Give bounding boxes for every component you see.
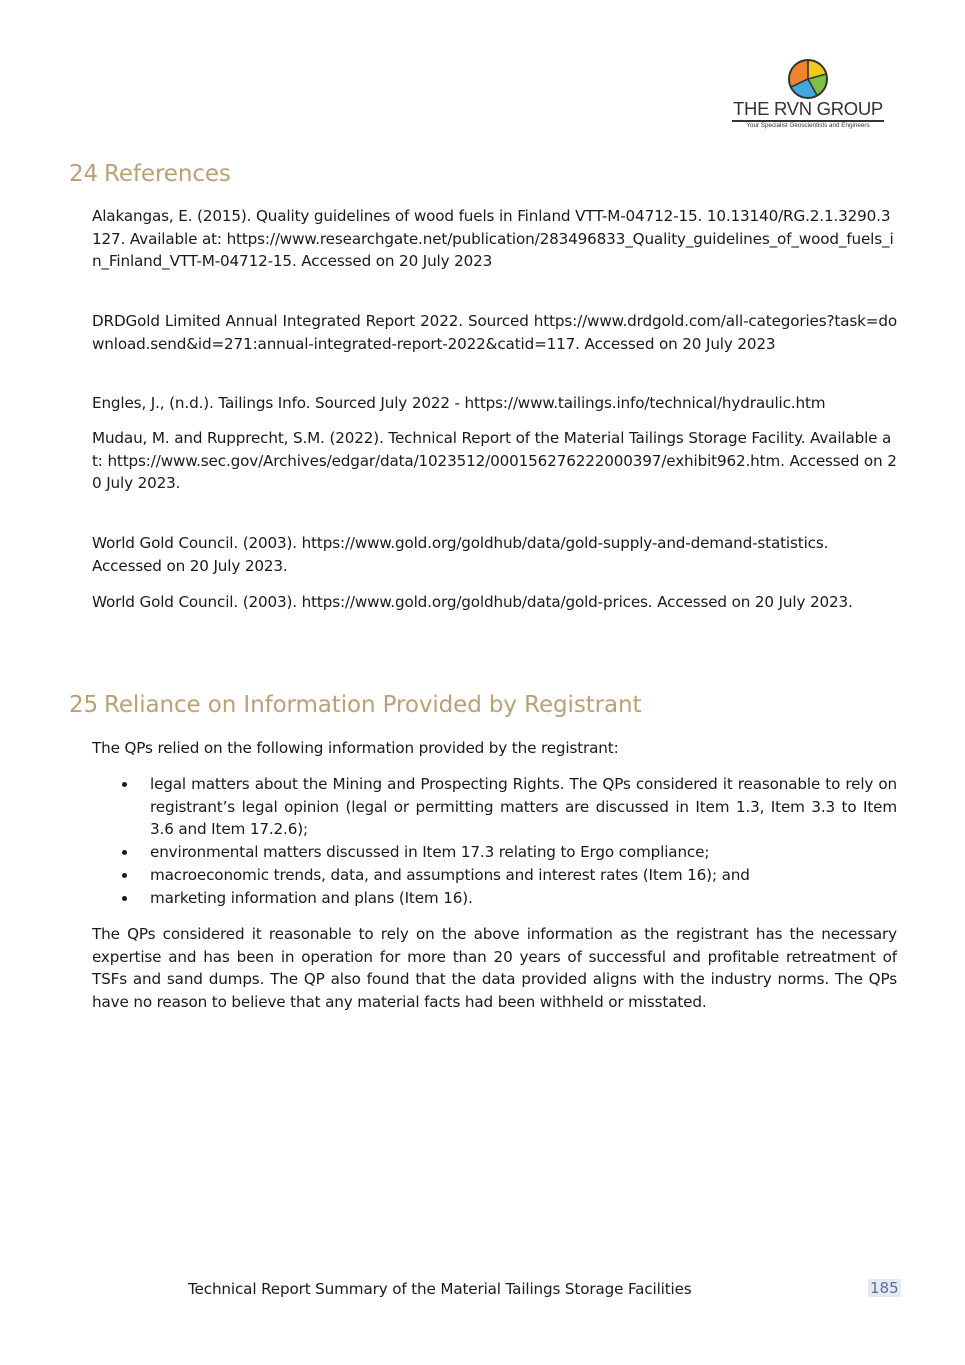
company-logo	[728, 58, 888, 136]
list-item	[92, 773, 897, 841]
reference-entry: World Gold Council. (2003). https://www.gold.org/goldhub/data/gold-prices. Accessed on 20 July 2023.	[92, 593, 853, 611]
intro-paragraph: The QPs relied on the following information provided by the registrant:	[92, 739, 619, 757]
list-item-text: macroeconomic trends, data, and assumptions and interest rates (Item 16); and	[150, 865, 750, 884]
bullet-icon	[122, 873, 127, 878]
bullet-icon	[122, 896, 127, 901]
bullet-icon	[122, 782, 127, 787]
section-title: Reliance on Information Provided by Registrant	[104, 692, 642, 718]
logo-mark-icon	[787, 58, 829, 100]
logo-wordmark: THE RVN GROUP	[733, 98, 883, 119]
section-title: References	[104, 161, 231, 187]
list-item-text: environmental matters discussed in Item 17.3 relating to Ergo compliance;	[150, 843, 710, 862]
logo-tagline: Your Specialist Geoscientists and Engineers	[746, 122, 870, 129]
reliance-bullet-list	[92, 773, 897, 909]
list-item-text: marketing information and plans (Item 16).	[150, 888, 473, 907]
list-item	[92, 841, 897, 864]
section-24-heading	[69, 161, 231, 187]
reference-entry: World Gold Council. (2003). https://www.gold.org/goldhub/data/gold-supply-and-demand-statistics. Accessed on 20 July 2023.	[92, 534, 829, 575]
section-number: 24	[69, 161, 99, 187]
reference-entry: Alakangas, E. (2015). Quality guidelines of wood fuels in Finland VTT-M-04712-15. 10.13140/RG.2.1.3290.3127. Available at: https://www.researchgate.net/publication/283496833_Quality_guidelines_of_wood_fuels_in_Finland_VTT-M-04712-15. Accessed on 20 July 2023	[92, 207, 894, 271]
list-item	[92, 864, 897, 887]
bullet-icon	[122, 850, 127, 855]
section-25-heading	[69, 692, 641, 718]
section-number: 25	[69, 692, 99, 718]
list-item	[92, 887, 897, 910]
reference-entry: Mudau, M. and Rupprecht, S.M. (2022). Technical Report of the Material Tailings Storage Facility. Available at: https://www.sec.gov/Archives/edgar/data/1023512/000156276222000397/exhibit962.htm. Accessed on 20 July 2023.	[92, 429, 897, 493]
list-item-text: legal matters about the Mining and Prospecting Rights. The QPs considered it reasonable to rely on registrant’s legal opinion (legal or permitting matters are discussed in Item 1.3, Item 3.3 to Item 3.6 and Item 17.2.6);	[150, 775, 897, 839]
closing-paragraph: The QPs considered it reasonable to rely on the above information as the registrant has the necessary expertise and has been in operation for more than 20 years of successful and profitable retreatment of TSFs and sand dumps. The QP also found that the data provided aligns with the industry norms. The QPs have no reason to believe that any material facts had been withheld or misstated.	[92, 925, 897, 1012]
footer-document-title: Technical Report Summary of the Material Tailings Storage Facilities	[188, 1280, 692, 1298]
reference-entry: Engles, J., (n.d.). Tailings Info. Sourced July 2022 - https://www.tailings.info/technical/hydraulic.htm	[92, 394, 826, 412]
reference-entry: DRDGold Limited Annual Integrated Report 2022. Sourced https://www.drdgold.com/all-categories?task=download.send&id=271:annual-integrated-report-2022&catid=117. Accessed on 20 July 2023	[92, 312, 897, 353]
page-number: 185	[870, 1279, 899, 1297]
